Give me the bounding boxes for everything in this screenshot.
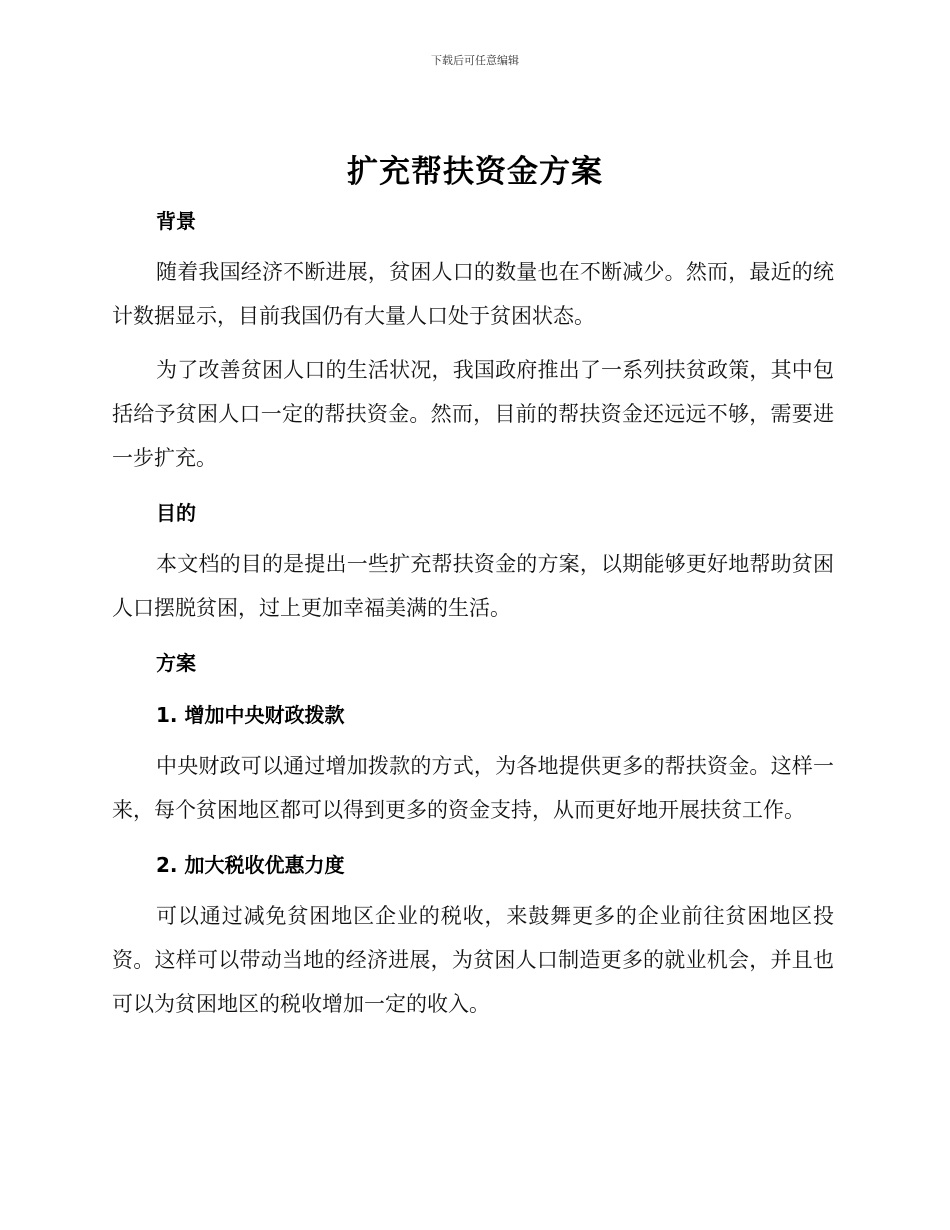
background-paragraph-2: 为了改善贫困人口的生活状况，我国政府推出了一系列扶贫政策，其中包括给予贫困人口一定的帮扶资金。然而，目前的帮扶资金还远远不够，需要进一步扩充。: [112, 358, 834, 470]
section-heading-background: 背景: [156, 209, 196, 233]
section-background: [112, 202, 834, 480]
section-purpose: [112, 494, 834, 630]
page-header-note: 下载后可任意编辑: [431, 54, 519, 67]
section-heading-plan: 方案: [156, 651, 196, 675]
section-plan: [112, 644, 834, 1026]
document-body: [112, 202, 834, 1026]
plan-item-heading-1: 1. 增加中央财政拨款: [156, 703, 345, 727]
section-heading-purpose: 目的: [156, 501, 196, 525]
document-title: 扩充帮扶资金方案: [347, 154, 603, 190]
plan-item-paragraph-1: 中央财政可以通过增加拨款的方式，为各地提供更多的帮扶资金。这样一来，每个贫困地区都可以得到更多的资金支持，从而更好地开展扶贫工作。: [112, 754, 834, 822]
background-paragraph-1: 随着我国经济不断进展，贫困人口的数量也在不断减少。然而，最近的统计数据显示，目前我国仍有大量人口处于贫困状态。: [112, 260, 834, 328]
purpose-paragraph: 本文档的目的是提出一些扩充帮扶资金的方案，以期能够更好地帮助贫困人口摆脱贫困，过上更加幸福美满的生活。: [112, 552, 834, 620]
plan-item-heading-2: 2. 加大税收优惠力度: [156, 853, 345, 877]
plan-item-paragraph-2: 可以通过减免贫困地区企业的税收，来鼓舞更多的企业前往贫困地区投资。这样可以带动当地的经济进展，为贫困人口制造更多的就业机会，并且也可以为贫困地区的税收增加一定的收入。: [112, 904, 834, 1016]
